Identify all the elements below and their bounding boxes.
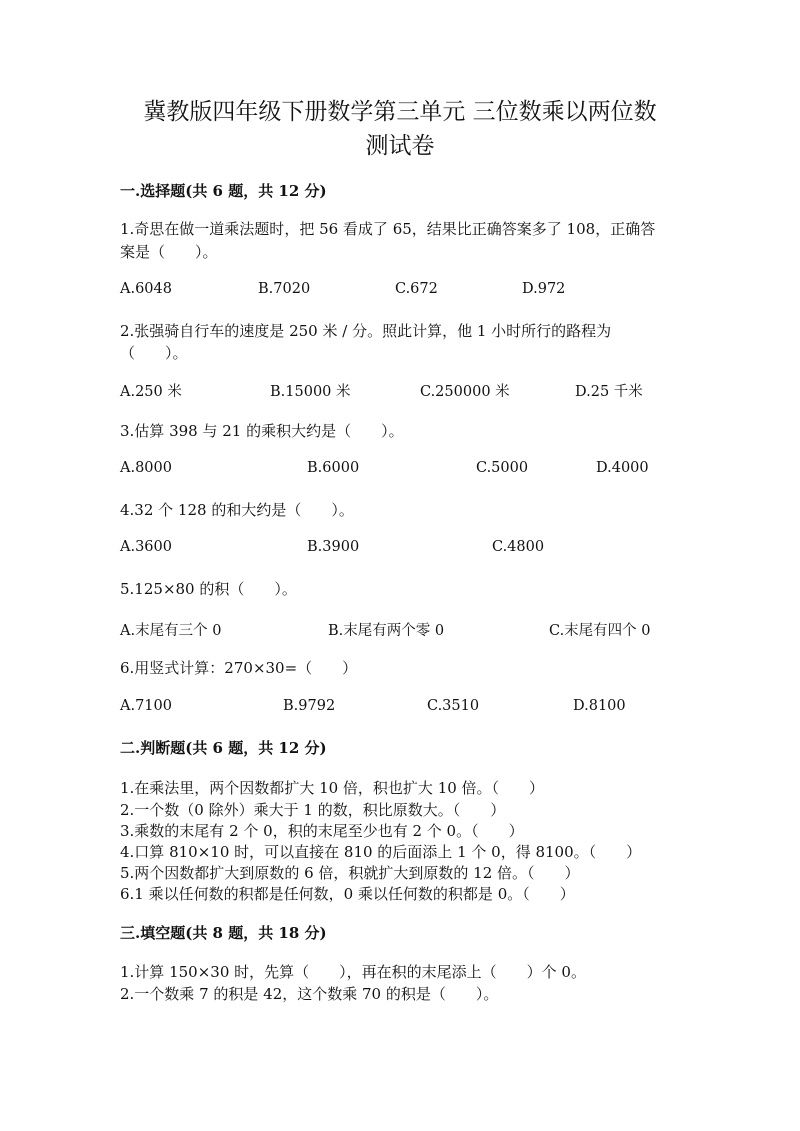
question-3-option-d: D.4000 (596, 460, 649, 476)
fill-blank-item-2: 2.一个数乘 7 的积是 42，这个数乘 70 的积是（ ）。 (120, 985, 499, 1003)
question-2-option-a: A.250 米 (120, 384, 182, 400)
question-1-option-b: B.7020 (258, 281, 311, 297)
question-5-option-b: B.末尾有两个零 0 (328, 623, 445, 639)
judgment-item-1: 1.在乘法里，两个因数都扩大 10 倍，积也扩大 10 倍。（ ） (120, 779, 545, 797)
question-3-option-b: B.6000 (307, 460, 360, 476)
question-6-option-d: D.8100 (573, 698, 626, 714)
question-2-line2: （ ）。 (120, 344, 188, 362)
judgment-item-6: 6.1 乘以任何数的积都是任何数，0 乘以任何数的积都是 0。（ ） (120, 885, 575, 903)
question-4-option-c: C.4800 (492, 539, 545, 555)
judgment-item-4: 4.口算 810×10 时，可以直接在 810 的后面添上 1 个 0，得 8100。（ ） (120, 843, 642, 861)
question-6-option-c: C.3510 (427, 698, 480, 714)
page-title-line1: 冀教版四年级下册数学第三单元 三位数乘以两位数 (143, 99, 657, 125)
question-3-line1: 3.估算 398 与 21 的乘积大约是（ ）。 (120, 422, 404, 440)
question-1-option-a: A.6048 (120, 281, 172, 297)
question-1-line1: 1.奇思在做一道乘法题时，把 56 看成了 65，结果比正确答案多了 108，正确答 (120, 220, 656, 238)
question-2-option-d: D.25 千米 (575, 384, 643, 400)
question-2-option-c: C.250000 米 (420, 384, 510, 400)
section-heading-fill-blank: 三.填空题(共 8 题，共 18 分) (120, 924, 327, 942)
section-heading-choice: 一.选择题(共 6 题，共 12 分) (120, 182, 327, 200)
question-5-option-c: C.末尾有四个 0 (549, 623, 651, 639)
section-heading-judgment: 二.判断题(共 6 题，共 12 分) (120, 739, 327, 757)
question-1-option-c: C.672 (395, 281, 438, 297)
question-4-option-a: A.3600 (120, 539, 172, 555)
question-5-line1: 5.125×80 的积（ ）。 (120, 580, 297, 598)
question-4-option-b: B.3900 (307, 539, 360, 555)
question-2-option-b: B.15000 米 (270, 384, 351, 400)
judgment-item-2: 2.一个数（0 除外）乘大于 1 的数，积比原数大。（ ） (120, 801, 506, 819)
page-title-line2: 测试卷 (365, 133, 435, 159)
fill-blank-item-1: 1.计算 150×30 时，先算（ ），再在积的末尾添上（ ）个 0。 (120, 963, 586, 981)
question-6-line1: 6.用竖式计算：270×30=（ ） (120, 659, 358, 677)
question-4-line1: 4.32 个 128 的和大约是（ ）。 (120, 501, 354, 519)
question-3-option-c: C.5000 (476, 460, 529, 476)
question-1-line2: 案是（ ）。 (120, 243, 218, 261)
question-6-option-b: B.9792 (283, 698, 336, 714)
judgment-item-5: 5.两个因数都扩大到原数的 6 倍，积就扩大到原数的 12 倍。（ ） (120, 864, 580, 882)
judgment-item-3: 3.乘数的末尾有 2 个 0，积的末尾至少也有 2 个 0。（ ） (120, 822, 524, 840)
question-6-option-a: A.7100 (120, 698, 172, 714)
question-3-option-a: A.8000 (120, 460, 172, 476)
question-5-option-a: A.末尾有三个 0 (120, 623, 222, 639)
question-2-line1: 2.张强骑自行车的速度是 250 米 / 分。照此计算，他 1 小时所行的路程为 (120, 322, 612, 340)
question-1-option-d: D.972 (522, 281, 566, 297)
